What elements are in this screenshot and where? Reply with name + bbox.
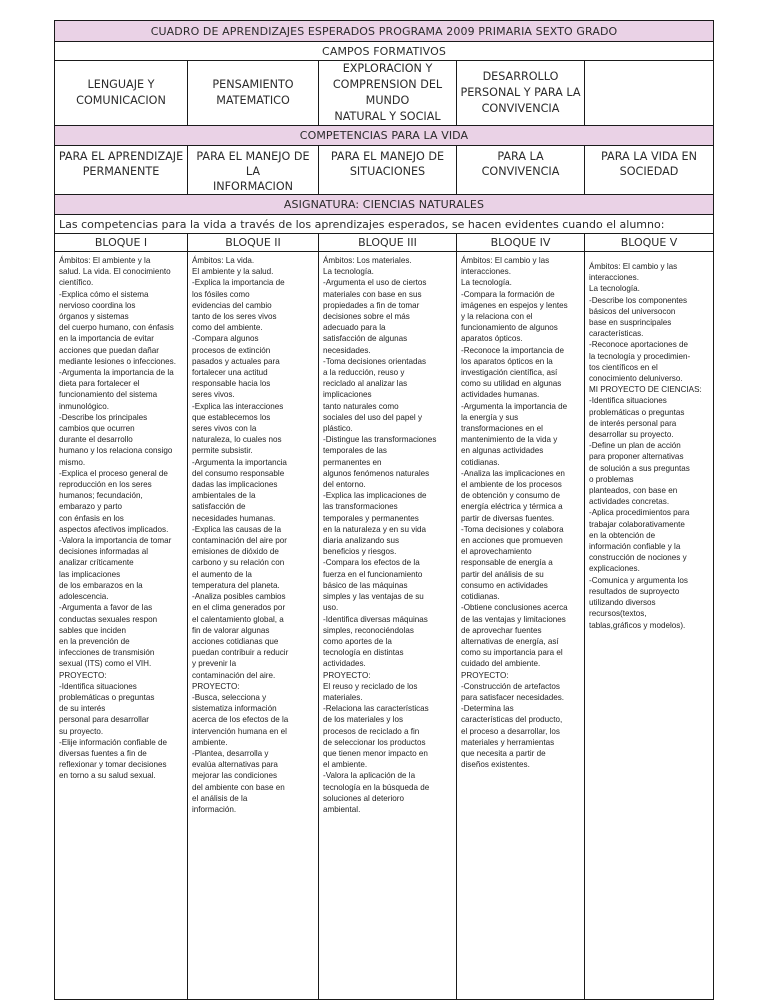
campo-exploracion: EXPLORACION Y COMPRENSION DEL MUNDO NATURAL Y SOCIAL bbox=[319, 61, 457, 126]
bloque-header-1: BLOQUE I bbox=[55, 234, 188, 252]
bloque-header-3: BLOQUE III bbox=[319, 234, 457, 252]
bloque-header-4: BLOQUE IV bbox=[457, 234, 585, 252]
competencia-aprendizaje: PARA EL APRENDIZAJE PERMANENTE bbox=[55, 146, 188, 195]
campos-formativos-header: CAMPOS FORMATIVOS bbox=[55, 42, 714, 61]
bloque-text-5: Ámbitos: El cambio y las interacciones. La tecnología. -Describe los componentes básicos del universocon base en susprincipales características. -Reconoce aportaciones de la tecnología y procedimien- tos científicos en el conocimiento deluniverso. MI PROYECTO DE CIENCIAS: -Identifica situaciones problemáticas o preguntas de interés personal para desarrollar su proyecto. -Define un plan de acción para proponer alternativas de solución a sus preguntas o problemas planteados, con base en actividades concretas. -Aplica procedimientos para trabajar colaborativamente en la obtención de información confiable y la construcción de nociones y explicaciones. -Comunica y argumenta los resultados de suproyecto utilizando diversos recursos(textos, tablas,gráficos y modelos). bbox=[589, 262, 702, 630]
document-title: CUADRO DE APRENDIZAJES ESPERADOS PROGRAMA 2009 PRIMARIA SEXTO GRADO bbox=[55, 21, 714, 42]
bloque-text-2: Ámbitos: La vida. El ambiente y la salud. -Explica la importancia de los fósiles como evidencias del cambio tanto de los seres vivos como del ambiente. -Compara algunos procesos de extinción pasados y actuales para fortalecer una actitud responsable hacia los seres vivos. -Explica las interacciones que establecemos los seres vivos con la naturaleza, lo cuales nos permite subsistir. -Argumenta la importancia del consumo responsable dadas las implicaciones ambientales de la satisfacción de necesidades humanas. -Explica las causas de la contaminación del aire por emisiones de dióxido de carbono y su relación con el aumento de la temperatura del planeta. -Analiza posibles cambios en el clima generados por el calentamiento global, a fin de valorar algunas acciones cotidianas que puedan contribuir a reducir y prevenir la contaminación del aire. PROYECTO: -Busca, selecciona y sistematiza información acerca de los efectos de la intervención humana en el ambiente. -Plantea, desarrolla y evalúa alternativas para mejorar las condiciones del ambiente con base en el análisis de la información. bbox=[192, 256, 289, 814]
bloque-content-2 bbox=[188, 252, 319, 1000]
campo-desarrollo: DESARROLLO PERSONAL Y PARA LA CONVIVENCIA bbox=[457, 61, 585, 126]
bloque-content-4 bbox=[457, 252, 585, 1000]
intro-text: Las competencias para la vida a través de los aprendizajes esperados, se hacen evidentes cuando el alumno: bbox=[55, 215, 714, 234]
bloque-content-3 bbox=[319, 252, 457, 1000]
bloque-text-4: Ámbitos: El cambio y las interacciones. La tecnología. -Compara la formación de imágenes en espejos y lentes y la relaciona con el funcionamiento de algunos aparatos ópticos. -Reconoce la importancia de los aparatos ópticos en la investigación científica, así como su utilidad en algunas actividades humanas. -Argumenta la importancia de la energía y sus transformaciones en el mantenimiento de la vida y en algunas actividades cotidianas. -Analiza las implicaciones en el ambiente de los procesos de obtención y consumo de energía eléctrica y térmica a partir de diversas fuentes. -Toma decisiones y colabora en acciones que promueven el aprovechamiento responsable de energía a partir del análisis de su consumo en actividades cotidianas. -Obtiene conclusiones acerca de las ventajas y limitaciones de aprovechar fuentes alternativas de energía, así como su importancia para el cuidado del ambiente. PROYECTO: -Construcción de artefactos para satisfacer necesidades. -Determina las características del producto, el proceso a desarrollar, los materiales y herramientas que necesita a partir de diseños existentes. bbox=[461, 256, 568, 770]
bloque-header-5: BLOQUE V bbox=[585, 234, 714, 252]
bloque-content-5 bbox=[585, 252, 714, 1000]
bloque-header-2: BLOQUE II bbox=[188, 234, 319, 252]
curriculum-sheet bbox=[54, 20, 713, 986]
campo-lenguaje: LENGUAJE Y COMUNICACION bbox=[55, 61, 188, 126]
competencia-situaciones: PARA EL MANEJO DE SITUACIONES bbox=[319, 146, 457, 195]
bloque-content-1 bbox=[55, 252, 188, 1000]
competencias-header: COMPETENCIAS PARA LA VIDA bbox=[55, 126, 714, 146]
bloque-text-3: Ámbitos: Los materiales. La tecnología. -Argumenta el uso de ciertos materiales con base en sus propiedades a fin de tomar decisiones sobre el más adecuado para la satisfacción de algunas necesidades. -Toma decisiones orientadas a la reducción, reuso y reciclado al analizar las implicaciones tanto naturales como sociales del uso del papel y plástico. -Distingue las transformaciones temporales de las permanentes en algunos fenómenos naturales del entorno. -Explica las implicaciones de las transformaciones temporales y permanentes en la naturaleza y en su vida diaria analizando sus beneficios y riesgos. -Compara los efectos de la fuerza en el funcionamiento básico de las máquinas simples y las ventajas de su uso. -Identifica diversas máquinas simples, reconociéndolas como aportes de la tecnología en distintas actividades. PROYECTO: El reuso y reciclado de los materiales. -Relaciona las características de los materiales y los procesos de reciclado a fin de seleccionar los productos que tienen menor impacto en el ambiente. -Valora la aplicación de la tecnología en la búsqueda de soluciones al deterioro ambiental. bbox=[323, 256, 437, 814]
campo-pensamiento: PENSAMIENTO MATEMATICO bbox=[188, 61, 319, 126]
bloque-text-1: Ámbitos: El ambiente y la salud. La vida. El conocimiento científico. -Explica cómo el sistema nervioso coordina los órganos y sistemas del cuerpo humano, con énfasis en la importancia de evitar acciones que puedan dañar mediante lesiones o infecciones. -Argumenta la importancia de la dieta para fortalecer el funcionamiento del sistema inmunológico. -Describe los principales cambios que ocurren durante el desarrollo humano y los relaciona consigo mismo. -Explica el proceso general de reproducción en los seres humanos; fecundación, embarazo y parto con énfasis en los aspectos afectivos implicados. -Valora la importancia de tomar decisiones informadas al analizar críticamente las implicaciones de los embarazos en la adolescencia. -Argumenta a favor de las conductas sexuales respon sables que inciden en la prevención de infecciones de transmisión sexual (ITS) como el VIH. PROYECTO: -Identifica situaciones problemáticas o preguntas de su interés personal para desarrollar su proyecto. -Elije información confiable de diversas fuentes a fin de reflexionar y tomar decisiones en torno a su salud sexual. bbox=[59, 256, 176, 781]
campo-empty bbox=[585, 61, 714, 126]
competencia-convivencia: PARA LA CONVIVENCIA bbox=[457, 146, 585, 195]
curriculum-table bbox=[54, 20, 714, 1000]
competencia-informacion: PARA EL MANEJO DE LA INFORMACION bbox=[188, 146, 319, 195]
asignatura-header: ASIGNATURA: CIENCIAS NATURALES bbox=[55, 195, 714, 215]
competencia-sociedad: PARA LA VIDA EN SOCIEDAD bbox=[585, 146, 714, 195]
